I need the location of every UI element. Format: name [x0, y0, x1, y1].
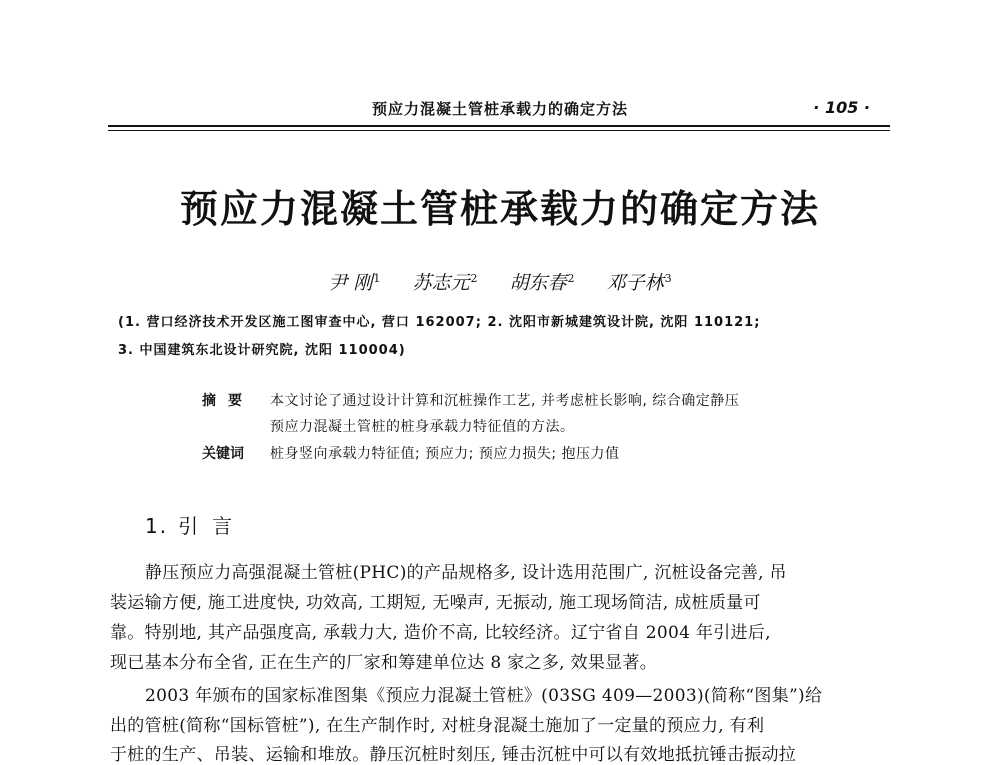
author: [412, 272, 477, 294]
author-name: 邓子林: [606, 272, 664, 294]
author-name: 尹 刚: [328, 272, 373, 294]
author-name: 苏志元: [412, 272, 470, 294]
keywords-text: 桩身竖向承载力特征值; 预应力; 预应力损失; 抱压力值: [270, 446, 620, 462]
body-text-line: 装运输方便, 施工进度快, 功效高, 工期短, 无噪声, 无振动, 施工现场简洁, 成桩质量可: [110, 593, 761, 613]
body-text-line: 靠。特别地, 其产品强度高, 承载力大, 造价不高, 比较经济。辽宁省自 2004 年引进后,: [110, 623, 771, 643]
section-title: 引言: [178, 514, 247, 538]
header-rule-thin: [108, 130, 890, 131]
body-text-line: 出的管桩(简称“国标管桩”), 在生产制作时, 对桩身混凝土施加了一定量的预应力, 有利: [110, 716, 765, 736]
section-number: 1.: [145, 514, 169, 538]
author-affiliation-mark: 3: [664, 271, 672, 285]
author-affiliation-mark: 1: [373, 271, 381, 285]
body-text-line: 现已基本分布全省, 正在生产的厂家和筹建单位达 8 家之多, 效果显著。: [110, 653, 658, 673]
author: [328, 272, 380, 294]
body-text-line: 于桩的生产、吊装、运输和堆放。静压沉桩时刻压, 锤击沉桩中可以有效地抵抗锤击振动拉: [110, 745, 797, 765]
abstract-text-line: 预应力混凝土管桩的桩身承载力特征值的方法。: [270, 419, 575, 435]
paper-title: 预应力混凝土管桩承载力的确定方法: [179, 186, 820, 231]
author-affiliation-mark: 2: [567, 271, 575, 285]
author-list: [0, 268, 1000, 295]
body-text-line: 静压预应力高强混凝土管桩(PHC)的产品规格多, 设计选用范围广, 沉桩设备完善, 吊: [145, 563, 787, 583]
running-header: [110, 98, 882, 120]
author: [510, 272, 575, 294]
author-affiliation-mark: 2: [470, 271, 478, 285]
author-name: 胡东春: [509, 272, 567, 294]
running-header-title: 预应力混凝土管桩承载力的确定方法: [372, 100, 629, 118]
body-text-line: 2003 年颁布的国家标准图集《预应力混凝土管桩》(03SG 409—2003)(简称“图集”)给: [145, 686, 823, 706]
abstract-label: 摘要: [202, 393, 254, 409]
abstract-text-line: 本文讨论了通过设计计算和沉桩操作工艺, 并考虑桩长影响, 综合确定静压: [270, 393, 740, 409]
author: [607, 272, 672, 294]
section-heading: [145, 510, 246, 539]
keywords-label: 关键词: [202, 446, 244, 462]
header-rule-thick: [108, 125, 890, 127]
page-number: · 105 ·: [813, 98, 870, 117]
affiliation-line: 3. 中国建筑东北设计研究院, 沈阳 110004): [118, 343, 406, 358]
affiliation-line: (1. 营口经济技术开发区施工图审查中心, 营口 162007; 2. 沈阳市新城建筑设计院, 沈阳 110121;: [118, 315, 761, 330]
